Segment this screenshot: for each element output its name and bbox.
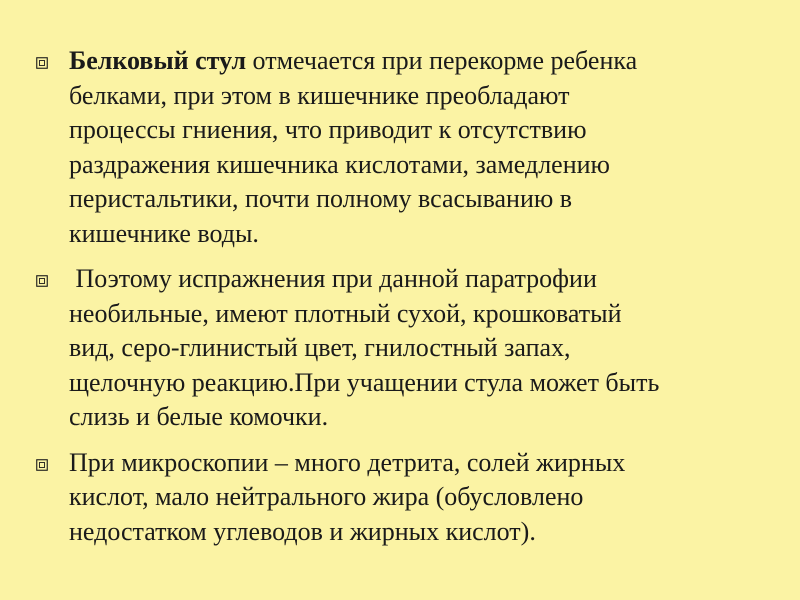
bullet-line: слизь и белые комочки. — [69, 402, 329, 431]
square-bullet-icon — [36, 459, 48, 471]
bullet-line: щелочную реакцию.При учащении стула может быть — [69, 367, 660, 397]
bullet-line: раздражения кишечника кислотами, замедлению — [69, 149, 610, 179]
bullet-item — [36, 44, 776, 251]
bullet-line: вид, серо-глинистый цвет, гнилостный запах, — [69, 333, 571, 362]
bullet-line: белками, при этом в кишечнике преобладают — [69, 80, 570, 110]
square-bullet-icon — [36, 57, 48, 69]
bullet-item — [36, 446, 776, 550]
bullet-line: необильные, имеют плотный сухой, крошковатый — [69, 298, 622, 328]
bullet-line: При микроскопии – много детрита, солей жирных — [69, 447, 626, 477]
bullet-line: Поэтому испражнения при данной паратрофии — [69, 264, 597, 293]
bold-term: Белковый стул — [69, 46, 247, 75]
bullet-line — [69, 44, 776, 79]
bullet-line: перистальтики, почти полному всасыванию в — [69, 184, 573, 213]
bullet-line: недостатком углеводов и жирных кислот). — [69, 516, 536, 546]
bullet-line: процессы гниения, что приводит к отсутствию — [69, 115, 587, 144]
square-bullet-icon — [36, 275, 48, 287]
bullet-list — [36, 44, 776, 549]
bullet-item — [36, 262, 776, 435]
bullet-line: кишечнике воды. — [69, 218, 259, 248]
bullet-line: кислот, мало нейтрального жира (обусловлено — [69, 482, 584, 511]
bullet-text: отмечается при перекорме ребенка — [252, 46, 638, 75]
